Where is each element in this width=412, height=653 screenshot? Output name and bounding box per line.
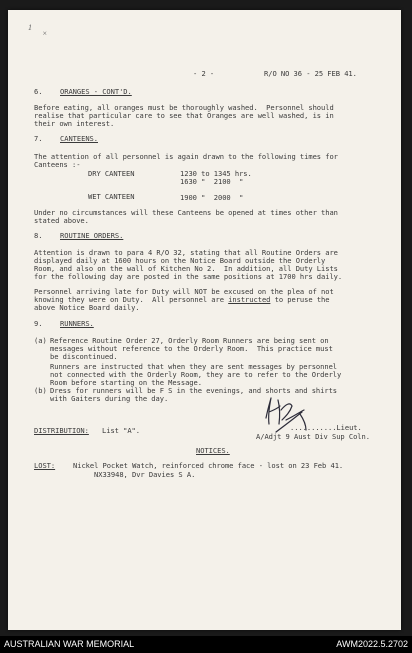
s6-line: realise that particular care to see that Oranges are well washed, is in [34,111,334,120]
wet-canteen-label: WET CANTEEN [88,192,135,201]
dry-canteen-time-2: 1630 " 2100 " [180,177,244,186]
s8-text: to peruse the [270,295,330,304]
page-number: - 2 - [193,69,215,78]
section-6-heading: ORANGES - CONT'D. [60,87,132,96]
footer-accession: AWM2022.5.2702 [336,639,408,649]
footer-source: AUSTRALIAN WAR MEMORIAL [4,639,135,649]
section-9-number: 9. [34,319,43,328]
notices-heading: NOTICES. [196,446,230,455]
s8-line: for the following day are posted in the same positions at 1700 hrs daily. [34,272,343,281]
footer-bar [0,636,412,653]
signature-rank: ...........Lieut. [290,423,362,432]
s8-line: Attention is drawn to para 4 R/O 32, stating that all Routine Orders are [34,248,338,257]
s8-text: knowing they were on Duty. All personnel are [34,295,229,304]
section-7-heading: CANTEENS. [60,134,98,143]
s8-line: above Notice Board daily. [34,303,140,312]
dry-canteen-label: DRY CANTEEN [88,169,135,178]
s8-line: Room, and also on the wall of Kitchen No 2. In addition, all Duty Lists [34,264,338,273]
s7-line: Canteens :- [34,160,81,169]
s9-a-line: Reference Routine Order 27, Orderly Room Runners are being sent on [50,336,329,345]
section-9-heading: RUNNERS. [60,319,94,328]
wet-canteen-time: 1900 " 2000 " [180,193,244,202]
signature-title: A/Adjt 9 Aust Div Sup Coln. [256,432,370,441]
s8-line: Personnel arriving late for Duty will NOT be excused on the plea of not [34,287,334,296]
s9-a-line: not connected with the Orderly Room, they are to refer to the Orderly [50,370,342,379]
s9-a-line: be discontinued. [50,352,118,361]
s7-after-line: stated above. [34,216,89,225]
lost-label: LOST: [34,461,56,470]
s9-a-line: messages without reference to the Orderly Room. This practice must [50,344,333,353]
corner-mark: 1 [28,23,32,32]
s9-b-mark: (b) [34,386,47,395]
s6-line: their own interest. [34,119,115,128]
distribution-value: List "A". [102,426,140,435]
section-8-heading: ROUTINE ORDERS. [60,231,124,240]
lost-line-2: NX33948, Dvr Davies S A. [94,470,196,479]
s9-b-line: Dress for runners will be F S in the evenings, and shorts and shirts [50,386,338,395]
s8-line: displayed daily at 1600 hours on the Notice Board outside the Orderly [34,256,326,265]
section-6-number: 6. [34,87,43,96]
lost-line-1: Nickel Pocket Watch, reinforced chrome face - lost on 23 Feb 41. [73,461,344,470]
document-page [8,10,401,630]
s7-line: The attention of all personnel is again drawn to the following times for [34,152,338,161]
corner-mark-2: × [42,29,48,38]
order-reference: R/O NO 36 - 25 FEB 41. [264,69,357,78]
section-7-number: 7. [34,134,43,143]
s9-a-line: Runners are instructed that when they are sent messages by personnel [50,362,338,371]
s9-a-mark: (a) [34,336,47,345]
s6-line: Before eating, all oranges must be thoroughly washed. Personnel should [34,103,334,112]
s9-a-line: Room before starting on the Message. [50,378,202,387]
distribution-label: DISTRIBUTION: [34,426,89,435]
s9-b-line: with Gaiters during the day. [50,394,169,403]
s7-after-line: Under no circumstances will these Canteens be opened at times other than [34,208,338,217]
dry-canteen-time-1: 1230 to 1345 hrs. [180,169,252,178]
section-8-number: 8. [34,231,43,240]
s8-instructed: instructed [228,295,271,304]
